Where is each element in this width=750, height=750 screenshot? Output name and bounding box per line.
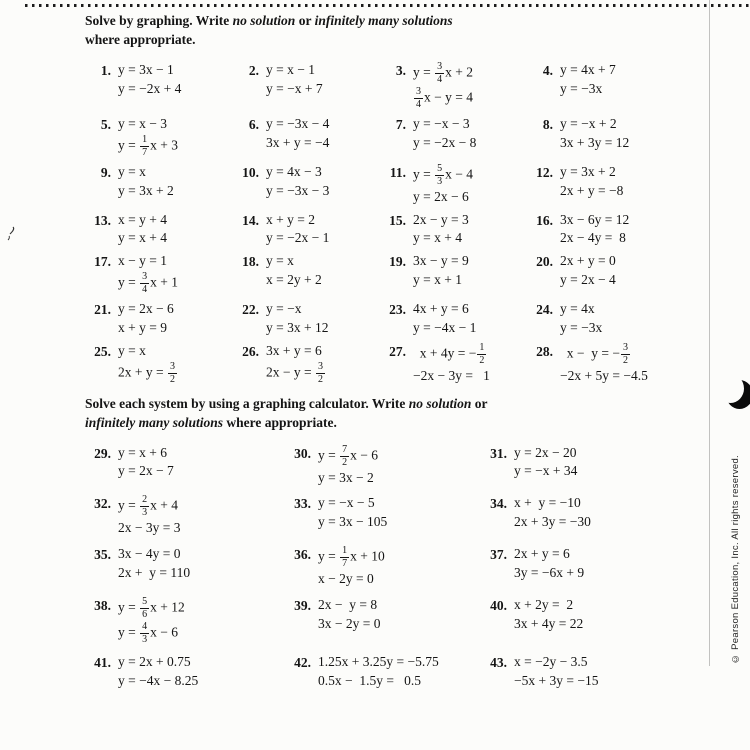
fraction: $\frac{5}{3}$ bbox=[437, 162, 443, 187]
problem-38 bbox=[85, 597, 285, 645]
problem-number: 25. bbox=[94, 343, 111, 359]
equation: y = 2x − 7 bbox=[118, 463, 174, 479]
problem-43 bbox=[481, 654, 687, 690]
problem-number: 38. bbox=[94, 598, 111, 614]
problem-41 bbox=[85, 654, 285, 690]
problem-14 bbox=[233, 212, 380, 248]
equation: y = 4x + 7 bbox=[560, 61, 616, 77]
section1-heading bbox=[85, 12, 691, 50]
problem-number: 31. bbox=[490, 445, 507, 461]
equation: 3x + 4y = 22 bbox=[514, 616, 584, 632]
equation: y = 2x − 6 bbox=[413, 188, 469, 204]
equation: y = −3x − 4 bbox=[266, 115, 330, 131]
problem-15 bbox=[380, 212, 527, 248]
equation-pair bbox=[413, 253, 469, 289]
equation: 2x − y = 3 bbox=[413, 211, 469, 227]
equation: y = x + 1 bbox=[413, 272, 462, 288]
problem-26 bbox=[233, 343, 380, 385]
equation-pair bbox=[560, 253, 616, 289]
equation: 2x + y = −8 bbox=[560, 182, 624, 198]
problem-8 bbox=[527, 116, 687, 158]
equation-pair bbox=[118, 301, 174, 337]
problem-number: 29. bbox=[94, 445, 111, 461]
problem-number: 34. bbox=[490, 496, 507, 512]
problem-number: 4. bbox=[542, 62, 553, 78]
equation: y = 3x + 12 bbox=[266, 320, 329, 336]
equation-pair bbox=[560, 62, 616, 98]
equation-pair bbox=[118, 597, 185, 645]
problem-22 bbox=[233, 301, 380, 337]
problem-28 bbox=[527, 343, 687, 385]
equation: y = x + 4 bbox=[413, 230, 462, 246]
equation-pair bbox=[118, 654, 198, 690]
problem-36 bbox=[285, 546, 481, 588]
equation: 3x − 4y = 0 bbox=[118, 546, 181, 562]
equation-pair bbox=[118, 116, 178, 158]
equation-pair bbox=[318, 654, 439, 690]
equation-pair bbox=[118, 495, 180, 537]
problem-25 bbox=[85, 343, 233, 385]
equation-pair bbox=[266, 253, 322, 289]
problem-number: 26. bbox=[242, 343, 259, 359]
equation: y = −3x bbox=[560, 80, 603, 96]
problem-number: 40. bbox=[490, 598, 507, 614]
equation: y = −3x − 3 bbox=[266, 182, 330, 198]
equation: y = 3x − 2 bbox=[318, 469, 374, 485]
problem-number: 7. bbox=[395, 116, 406, 132]
fraction: $\frac{3}{4}$ bbox=[416, 85, 421, 110]
equation-pair bbox=[413, 62, 473, 110]
binder-hole-shadow bbox=[726, 380, 750, 409]
heading-text: where appropriate. bbox=[85, 31, 196, 47]
equation: y = x + 6 bbox=[118, 444, 167, 460]
heading-italic: infinitely many solutions bbox=[314, 13, 453, 28]
problem-number: 21. bbox=[94, 302, 111, 318]
equation-pair bbox=[560, 164, 623, 200]
heading-italic: no solution bbox=[408, 395, 472, 411]
equation: y = 2x − 6 bbox=[118, 301, 174, 317]
section2-heading bbox=[85, 395, 691, 433]
problem-18 bbox=[233, 253, 380, 295]
equation: y = −4x − 8.25 bbox=[118, 673, 199, 689]
equation: y = $\frac{4}{3}$ x − 6 bbox=[118, 621, 178, 646]
problem-number: 27. bbox=[389, 343, 406, 359]
problem-42 bbox=[285, 654, 481, 690]
heading-text: Solve by graphing. Write bbox=[85, 13, 233, 28]
problem-21 bbox=[85, 301, 233, 337]
equation: y = 3x + 2 bbox=[560, 163, 616, 179]
problem-number: 41. bbox=[94, 655, 111, 671]
equation-pair bbox=[266, 212, 329, 248]
equation: y = $\frac{1}{7}$ x + 10 bbox=[318, 545, 385, 570]
problem-number: 36. bbox=[294, 547, 311, 563]
fraction: $\frac{5}{6}$ bbox=[142, 596, 148, 621]
problem-35 bbox=[85, 546, 285, 588]
equation: 3y = −6x + 9 bbox=[514, 565, 585, 581]
equation: 2x + y = 110 bbox=[118, 565, 191, 581]
problem-number: 24. bbox=[536, 302, 553, 318]
heading-italic: infinitely many solutions bbox=[85, 414, 224, 430]
section2-problem-grid bbox=[85, 445, 691, 690]
page-edge-line bbox=[709, 0, 710, 666]
equation: −2x − 3y = 1 bbox=[413, 367, 490, 383]
equation: y = $\frac{3}{4}$ x + 2 bbox=[413, 60, 473, 85]
equation: y = −x − 3 bbox=[413, 115, 470, 131]
problem-10 bbox=[233, 164, 380, 206]
problem-11 bbox=[380, 164, 527, 206]
problem-37 bbox=[481, 546, 687, 588]
equation-pair bbox=[413, 116, 476, 152]
problem-number: 32. bbox=[94, 496, 111, 512]
equation-pair bbox=[514, 495, 591, 531]
perforation-dotted-line bbox=[25, 4, 750, 7]
heading-text: or bbox=[295, 13, 315, 28]
problem-number: 18. bbox=[242, 254, 259, 270]
fraction: $\frac{3}{4}$ bbox=[437, 60, 443, 85]
equation: y = x bbox=[118, 163, 146, 179]
equation-pair bbox=[560, 343, 648, 385]
problem-17 bbox=[85, 253, 233, 295]
problem-number: 14. bbox=[242, 212, 259, 228]
equation: y = $\frac{1}{7}$ x + 3 bbox=[118, 133, 178, 158]
equation: 1.25x + 3.25y = −5.75 bbox=[318, 654, 439, 670]
problem-number: 3. bbox=[395, 62, 406, 78]
problem-19 bbox=[380, 253, 527, 295]
equation-pair bbox=[266, 62, 323, 98]
equation-pair bbox=[266, 164, 329, 200]
problem-4 bbox=[527, 62, 687, 110]
copyright-vertical: © Pearson Education, Inc. All rights reserved. bbox=[730, 454, 741, 664]
problem-number: 6. bbox=[248, 116, 259, 132]
problem-number: 33. bbox=[294, 496, 311, 512]
problem-number: 35. bbox=[94, 547, 111, 563]
problem-number: 22. bbox=[242, 302, 259, 318]
problem-27 bbox=[380, 343, 527, 385]
equation-pair bbox=[266, 301, 328, 337]
problem-number: 30. bbox=[294, 445, 311, 461]
fraction: $\frac{1}{2}$ bbox=[479, 341, 485, 366]
equation: −2x + 5y = −4.5 bbox=[560, 367, 648, 383]
equation: 3x + 3y = 12 bbox=[560, 134, 630, 150]
equation: x + y = −10 bbox=[514, 495, 581, 511]
equation: x = −2y − 3.5 bbox=[514, 654, 588, 670]
equation: 2x − y = $\frac{3}{2}$ bbox=[266, 360, 323, 385]
equation: y = x bbox=[266, 253, 294, 269]
equation: x + y = 9 bbox=[118, 320, 167, 336]
equation: y = 4x − 3 bbox=[266, 163, 322, 179]
problem-number: 11. bbox=[389, 164, 406, 180]
equation: y = $\frac{5}{6}$ x + 12 bbox=[118, 596, 185, 621]
problem-31 bbox=[481, 445, 687, 487]
equation: 3x + y = −4 bbox=[266, 134, 330, 150]
problem-13 bbox=[85, 212, 233, 248]
equation: y = 2x + 0.75 bbox=[118, 654, 191, 670]
equation: y = 2x − 20 bbox=[514, 444, 577, 460]
equation-pair bbox=[560, 116, 629, 152]
problem-number: 15. bbox=[389, 212, 406, 228]
equation: y = −x bbox=[266, 301, 302, 317]
fraction: $\frac{3}{2}$ bbox=[622, 341, 628, 366]
problem-30 bbox=[285, 445, 481, 487]
equation-pair bbox=[118, 212, 167, 248]
equation-pair bbox=[413, 212, 469, 248]
problem-3 bbox=[380, 62, 527, 110]
fraction: $\frac{7}{2}$ bbox=[342, 443, 348, 468]
equation: y = −x + 34 bbox=[514, 463, 578, 479]
equation: $\frac{3}{4}$ x − y = 4 bbox=[416, 85, 473, 110]
equation: x − y = 1 bbox=[118, 253, 167, 269]
problem-number: 8. bbox=[542, 116, 553, 132]
equation: x + y = 2 bbox=[266, 211, 315, 227]
problem-number: 10. bbox=[242, 164, 259, 180]
equation: y = −x + 7 bbox=[266, 80, 323, 96]
equation: y = −2x + 4 bbox=[118, 80, 182, 96]
equation: 2x − 4y = 8 bbox=[560, 230, 626, 246]
equation: y = x − 1 bbox=[266, 61, 315, 77]
equation: 2x − 3y = 3 bbox=[118, 520, 181, 536]
equation-pair bbox=[118, 343, 178, 385]
problem-number: 19. bbox=[389, 254, 406, 270]
equation-pair bbox=[118, 445, 174, 481]
equation: x − y = − $\frac{3}{2}$ bbox=[560, 341, 628, 366]
problem-29 bbox=[85, 445, 285, 487]
problem-39 bbox=[285, 597, 481, 645]
equation: x + 2y = 2 bbox=[514, 597, 574, 613]
problem-6 bbox=[233, 116, 380, 158]
worksheet-content bbox=[85, 12, 691, 690]
equation: x − 2y = 0 bbox=[318, 571, 374, 587]
equation: x = y + 4 bbox=[118, 211, 167, 227]
equation-pair bbox=[514, 654, 598, 690]
equation: 0.5x − 1.5y = 0.5 bbox=[318, 673, 421, 689]
equation-pair bbox=[118, 62, 181, 98]
problem-number: 37. bbox=[490, 547, 507, 563]
equation: x = 2y + 2 bbox=[266, 272, 322, 288]
equation: y = −x − 5 bbox=[318, 495, 375, 511]
problem-1 bbox=[85, 62, 233, 110]
problem-number: 12. bbox=[536, 164, 553, 180]
problem-16 bbox=[527, 212, 687, 248]
equation: y = 3x − 105 bbox=[318, 514, 388, 530]
equation: y = −3x bbox=[560, 320, 603, 336]
problem-40 bbox=[481, 597, 687, 645]
heading-text: where appropriate. bbox=[223, 414, 337, 430]
equation-pair bbox=[413, 301, 476, 337]
equation: y = $\frac{3}{4}$ x + 1 bbox=[118, 271, 178, 296]
equation: y = x bbox=[118, 342, 146, 358]
equation: 2x − y = 8 bbox=[318, 597, 378, 613]
equation: 3x − 2y = 0 bbox=[318, 616, 381, 632]
pen-mark bbox=[6, 226, 18, 242]
problem-number: 1. bbox=[100, 62, 111, 78]
fraction: $\frac{4}{3}$ bbox=[142, 621, 148, 646]
fraction: $\frac{1}{7}$ bbox=[142, 133, 148, 158]
equation: 2x + y = $\frac{3}{2}$ bbox=[118, 360, 175, 385]
heading-text: Solve each system by using a graphing calculator. Write bbox=[85, 395, 409, 411]
problem-20 bbox=[527, 253, 687, 295]
problem-number: 43. bbox=[490, 655, 507, 671]
equation: 2x + 3y = −30 bbox=[514, 514, 591, 530]
problem-number: 23. bbox=[389, 302, 406, 318]
problem-number: 9. bbox=[100, 164, 111, 180]
equation-pair bbox=[318, 546, 385, 588]
equation-pair bbox=[266, 116, 329, 152]
problem-33 bbox=[285, 495, 481, 537]
problem-number: 5. bbox=[100, 116, 111, 132]
problem-number: 2. bbox=[248, 62, 259, 78]
equation-pair bbox=[118, 546, 190, 582]
equation-pair bbox=[266, 343, 326, 385]
fraction: $\frac{2}{3}$ bbox=[142, 494, 148, 519]
equation: y = 4x bbox=[560, 301, 595, 317]
problem-number: 20. bbox=[536, 254, 553, 270]
problem-number: 13. bbox=[94, 212, 111, 228]
problem-34 bbox=[481, 495, 687, 537]
problem-number: 17. bbox=[94, 254, 111, 270]
problem-number: 42. bbox=[294, 655, 311, 671]
equation-pair bbox=[560, 301, 602, 337]
equation: x + 4y = − $\frac{1}{2}$ bbox=[413, 341, 485, 366]
equation-pair bbox=[560, 212, 629, 248]
equation: y = x − 3 bbox=[118, 115, 167, 131]
equation: y = 3x + 2 bbox=[118, 182, 174, 198]
equation: y = −x + 2 bbox=[560, 115, 617, 131]
problem-5 bbox=[85, 116, 233, 158]
equation: 2x + y = 6 bbox=[514, 546, 570, 562]
equation: y = x + 4 bbox=[118, 230, 167, 246]
fraction: $\frac{1}{7}$ bbox=[342, 545, 348, 570]
equation-pair bbox=[118, 164, 174, 200]
equation: y = 2x − 4 bbox=[560, 272, 616, 288]
equation: 3x + y = 6 bbox=[266, 342, 322, 358]
section1-problem-grid bbox=[85, 62, 691, 385]
equation: y = 3x − 1 bbox=[118, 61, 174, 77]
equation-pair bbox=[514, 546, 584, 582]
problem-number: 39. bbox=[294, 598, 311, 614]
problem-12 bbox=[527, 164, 687, 206]
fraction: $\frac{3}{2}$ bbox=[169, 360, 175, 385]
equation-pair bbox=[514, 597, 583, 633]
problem-2 bbox=[233, 62, 380, 110]
equation-pair bbox=[318, 597, 380, 633]
equation: y = $\frac{7}{2}$ x − 6 bbox=[318, 443, 378, 468]
problem-23 bbox=[380, 301, 527, 337]
fraction: $\frac{3}{2}$ bbox=[317, 360, 323, 385]
equation: 3x − 6y = 12 bbox=[560, 211, 630, 227]
equation-pair bbox=[413, 343, 490, 385]
problem-32 bbox=[85, 495, 285, 537]
equation-pair bbox=[118, 253, 178, 295]
heading-italic: no solution bbox=[232, 13, 296, 28]
problem-7 bbox=[380, 116, 527, 158]
equation-pair bbox=[318, 445, 378, 487]
equation: 4x + y = 6 bbox=[413, 301, 469, 317]
problem-24 bbox=[527, 301, 687, 337]
fraction: $\frac{3}{4}$ bbox=[142, 271, 148, 296]
equation-pair bbox=[413, 164, 473, 206]
equation: y = −2x − 1 bbox=[266, 230, 330, 246]
equation-pair bbox=[514, 445, 577, 481]
problem-number: 16. bbox=[536, 212, 553, 228]
problem-number: 28. bbox=[536, 343, 553, 359]
equation: −5x + 3y = −15 bbox=[514, 673, 599, 689]
equation: y = $\frac{2}{3}$ x + 4 bbox=[118, 494, 178, 519]
heading-text: or bbox=[471, 395, 488, 411]
equation: 2x + y = 0 bbox=[560, 253, 616, 269]
equation: y = $\frac{5}{3}$ x − 4 bbox=[413, 162, 473, 187]
equation: 3x − y = 9 bbox=[413, 253, 469, 269]
equation-pair bbox=[318, 495, 387, 531]
equation: y = −2x − 8 bbox=[413, 134, 477, 150]
equation: y = −4x − 1 bbox=[413, 320, 477, 336]
problem-9 bbox=[85, 164, 233, 206]
